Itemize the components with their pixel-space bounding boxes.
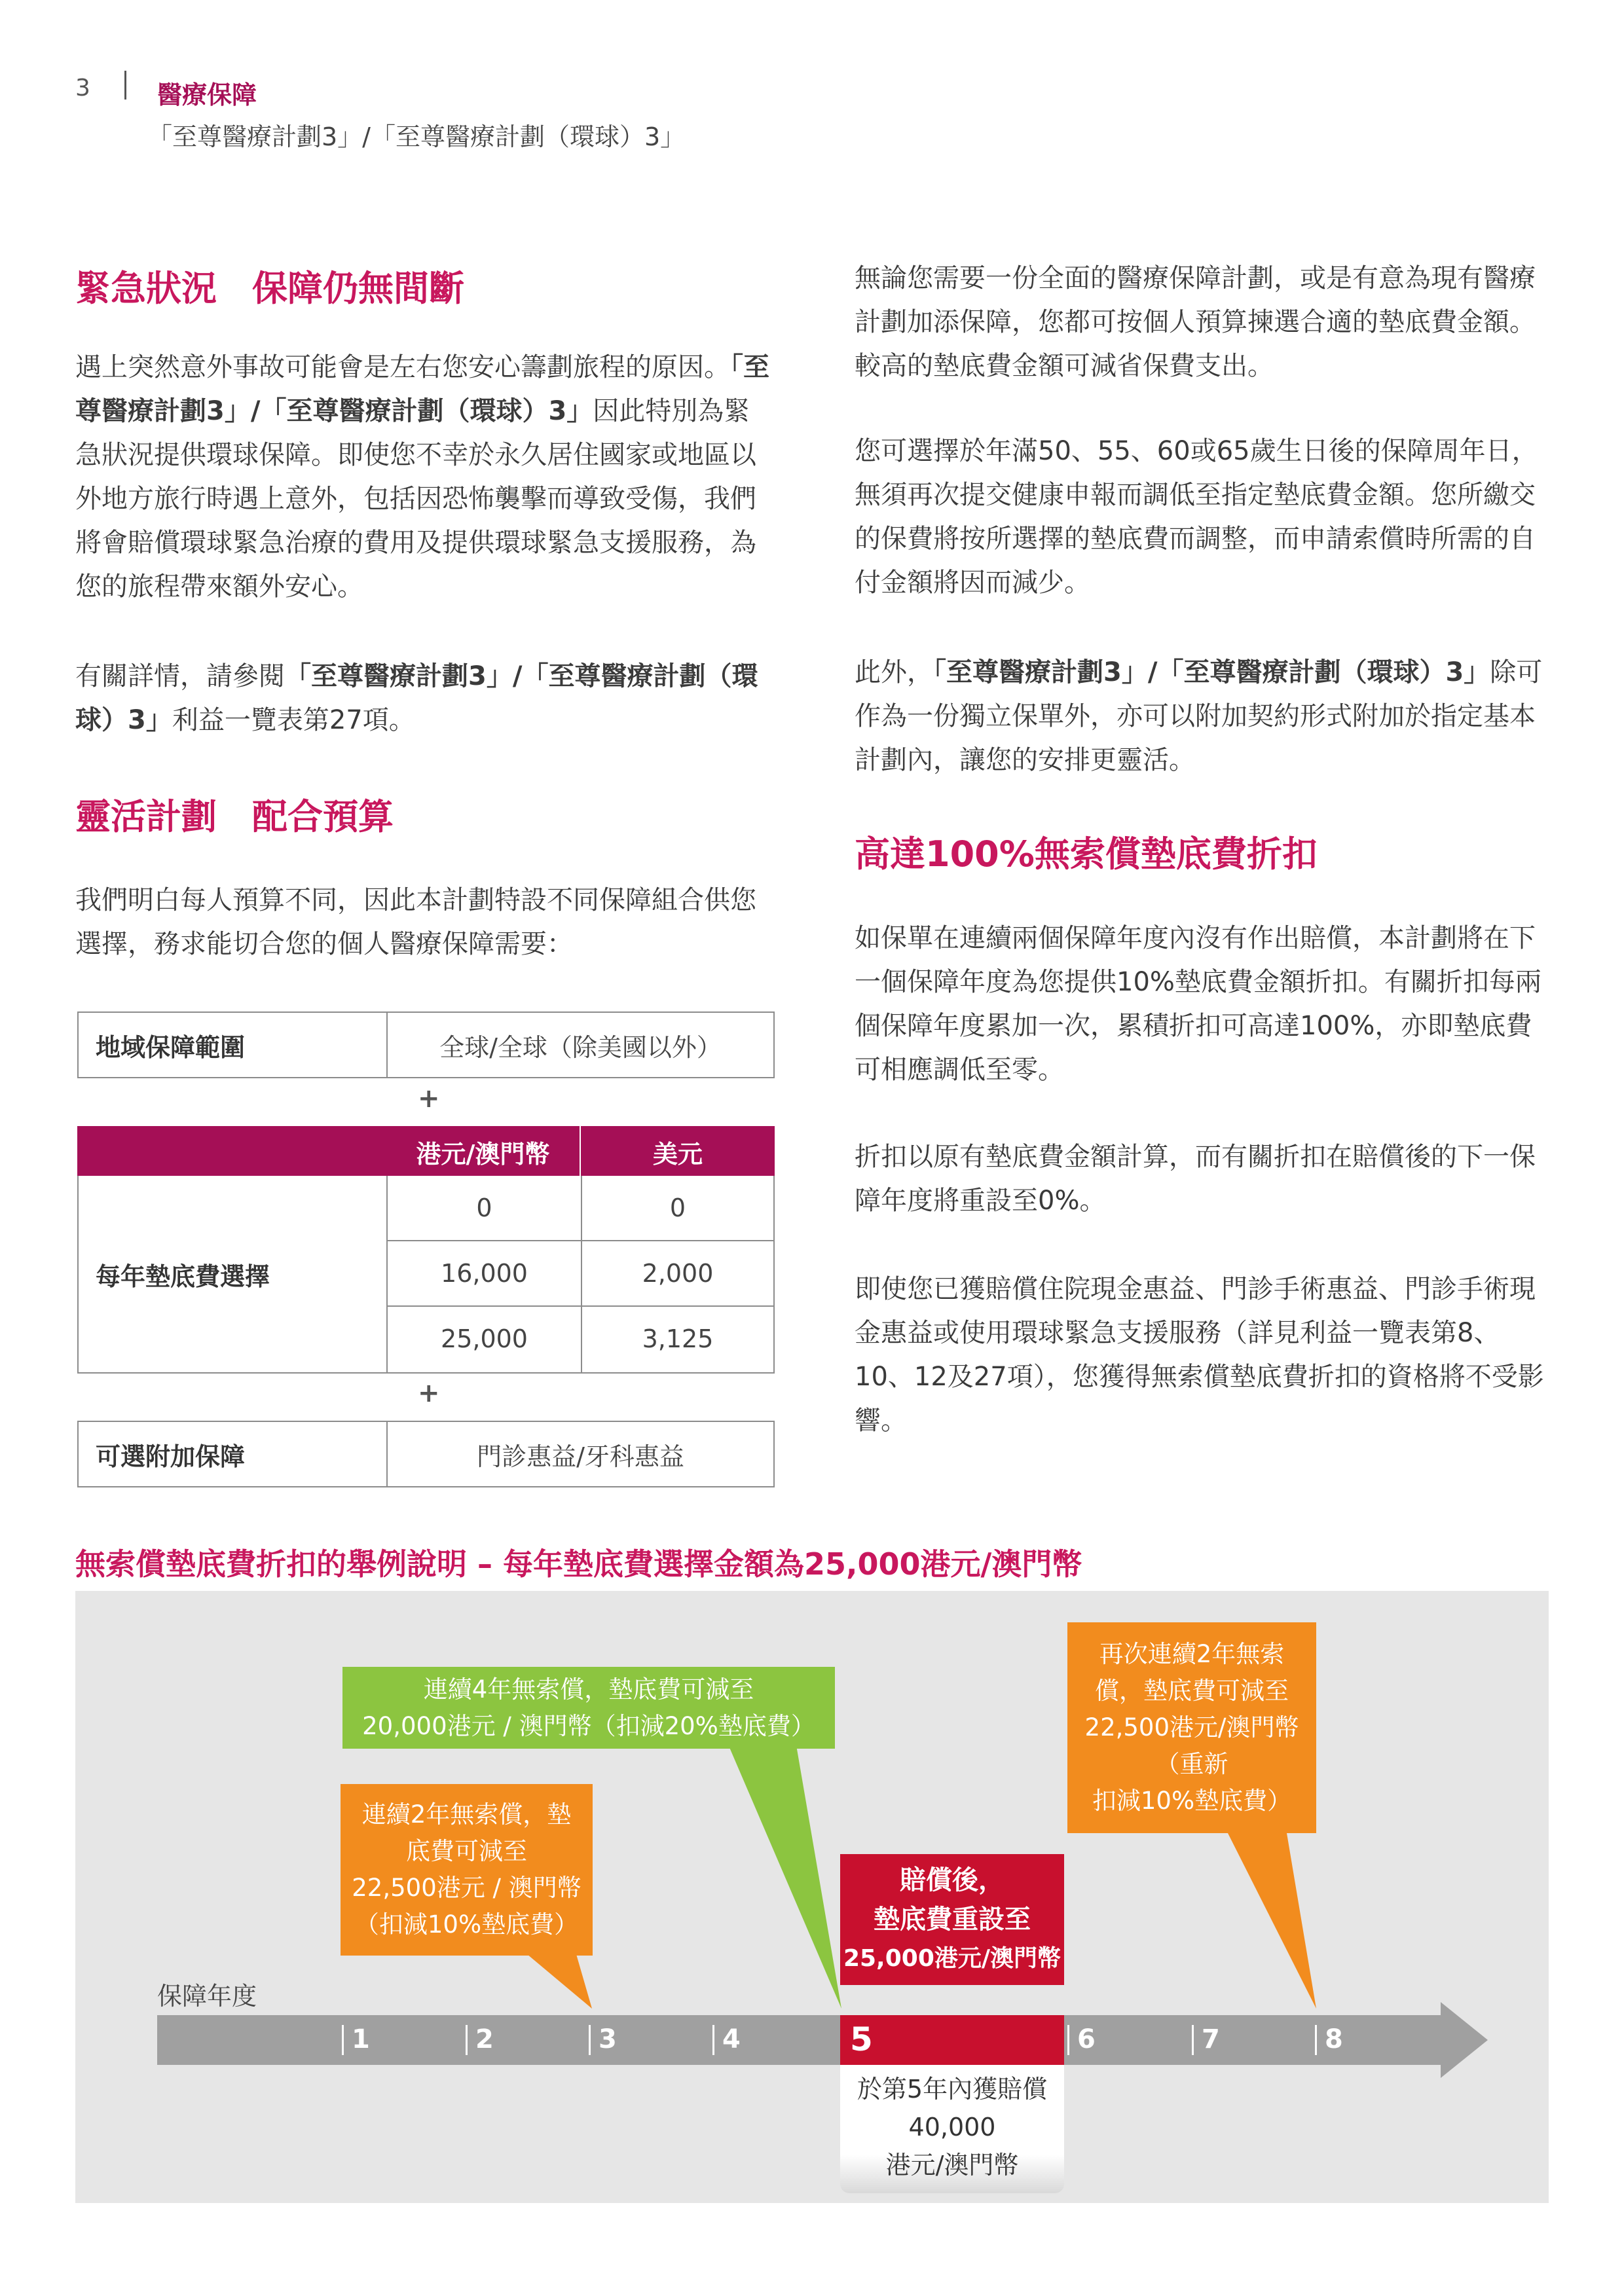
deductible-usd-1: 0 [669,1194,686,1222]
column-header-usd: 美元 [652,1139,703,1169]
year-tick-5: 5 [850,2020,873,2058]
deductible-hkd-3: 25,000 [441,1324,528,1353]
section-heading-flexible: 靈活計劃 配合預算 [75,796,394,837]
emergency-paragraph-text: 遇上突然意外事故可能會是左右您安心籌劃旅程的原因。 [75,352,730,382]
deductible-choice-paragraph: 無論您需要一份全面的醫療保障計劃，或是有意為現有醫療計劃加添保障，您都可按個人預算揀選合適的墊底費金額。較高的墊底費金額可減省保費支出。 [855,263,1536,381]
callout-two-years-line3: 22,500港元 / 澳門幣 [352,1874,581,1902]
callout-after-claim-line1: 賠償後， [900,1865,1005,1895]
callout-after-claim-line3: 25,000港元/澳門幣 [843,1945,1061,1972]
claim-info-amount: 40,000 [908,2113,996,2141]
deductible-usd-3: 3,125 [642,1324,714,1353]
details-text: 有關詳情，請參閱 [75,661,285,691]
claim-info-currency: 港元/澳門幣 [885,2151,1019,2179]
region-coverage-label: 地域保障範圍 [96,1032,246,1062]
plan-name-bold: 「至尊醫療計劃3」/「至尊醫療計劃（環球）3」 [75,352,769,426]
diagram-title: 無索償墊底費折扣的舉例說明 – 每年墊底費選擇金額為25,000港元/澳門幣 [75,1546,1082,1582]
claim-info-box [840,2065,1064,2193]
callout-reset-line3: 22,500港元/澳門幣 [1084,1713,1299,1741]
year-tick-4: 4 [722,2024,741,2054]
details-plan-name: 「至尊醫療計劃3」/「至尊醫療計劃（環球）3」 [75,661,758,735]
callout-reset-line4: （重新 [1155,1750,1228,1778]
deductible-hkd-1: 0 [476,1194,492,1222]
deductible-options-label: 每年墊底費選擇 [96,1262,270,1291]
callout-reset-line1: 再次連續2年無索 [1099,1640,1285,1668]
callout-two-years-line2: 底費可減至 [406,1837,527,1865]
callout-four-years-line1: 連續4年無索償，墊底費可減至 [423,1675,754,1704]
optional-benefits-label: 可選附加保障 [96,1442,246,1471]
emergency-paragraph-text-cont: 因此特別為緊急狀況提供環球保障。即使您不幸於永久居住國家或地區以外地方旅行時遇上意外，包括因恐怖襲擊而導致受傷，我們將會賠償環球緊急治療的費用及提供環球緊急支援服務，為您的旅程帶來額外安心。 [75,396,756,602]
callout-two-years-line4: （扣減10%墊底費） [354,1910,579,1939]
section-heading-discount: 高達100%無索償墊底費折扣 [855,833,1318,875]
section-heading-emergency: 緊急狀況 保障仍無間斷 [75,268,464,309]
year-tick-6: 6 [1077,2024,1096,2054]
callout-four-years-line2: 20,000港元 / 澳門幣（扣減20%墊底費） [362,1711,815,1740]
header-subtitle: 「至尊醫療計劃3」/「至尊醫療計劃（環球）3」 [147,122,686,151]
rider-text-cont: 除可作為一份獨立保單外，亦可以附加契約形式附加於指定基本計劃內，讓您的安排更靈活。 [855,657,1543,775]
axis-label-policy-year: 保障年度 [157,1982,257,2011]
header-title: 醫療保障 [157,81,257,109]
plus-sign-2: + [418,1378,440,1408]
discount-paragraph: 如保單在連續兩個保障年度內沒有作出賠償，本計劃將在下一個保障年度為您提供10%墊底費金額折扣。有關折扣每兩個保障年度累加一次，累積折扣可高達100%，亦即墊底費可相應調低至零。 [855,923,1541,1085]
deductible-usd-2: 2,000 [642,1259,714,1288]
year-tick-8: 8 [1325,2024,1343,2054]
deductible-hkd-2: 16,000 [441,1259,528,1288]
claim-info-line1: 於第5年內獲賠償 [857,2075,1048,2104]
year-5-highlight [840,2015,1064,2065]
year-tick-1: 1 [352,2024,370,2054]
rider-plan-name: 「至尊醫療計劃3」/「至尊醫療計劃（環球）3」 [933,657,1490,687]
column-header-hkd: 港元/澳門幣 [416,1139,550,1169]
plus-sign: + [418,1084,440,1114]
callout-two-years-line1: 連續2年無索償，墊 [361,1800,572,1829]
callout-reset-line2: 償，墊底費可減至 [1095,1677,1289,1705]
callout-after-claim-line2: 墊底費重設至 [874,1904,1031,1935]
optional-benefits-value: 門診惠益/牙科惠益 [477,1442,684,1471]
rider-text: 此外， [855,657,933,687]
year-tick-2: 2 [475,2024,494,2054]
flexible-paragraph: 我們明白每人預算不同，因此本計劃特設不同保障組合供您選擇，務求能切合您的個人醫療保障需要： [75,885,756,959]
year-tick-7: 7 [1202,2024,1220,2054]
region-coverage-value: 全球/全球（除美國以外） [439,1032,722,1062]
year-tick-3: 3 [599,2024,617,2054]
page-number: 3 [75,75,90,101]
reset-paragraph: 折扣以原有墊底費金額計算，而有關折扣在賠償後的下一保障年度將重設至0%。 [855,1142,1536,1216]
age-adjustment-paragraph: 您可選擇於年滿50、55、60或65歲生日後的保障周年日，無須再次提交健康申報而調低至指定墊底費金額。您所繳交的保費將按所選擇的墊底費而調整，而申請索償時所需的自付金額將因而減少。 [855,436,1538,598]
details-text-cont: 利益一覽表第27項。 [172,705,415,735]
eligibility-paragraph: 即使您已獲賠償住院現金惠益、門診手術惠益、門診手術現金惠益或使用環球緊急支援服務（詳見利益一覽表第8、10、12及27項），您獲得無索償墊底費折扣的資格將不受影響。 [855,1274,1544,1436]
callout-reset-line5: 扣減10%墊底費） [1092,1787,1292,1815]
